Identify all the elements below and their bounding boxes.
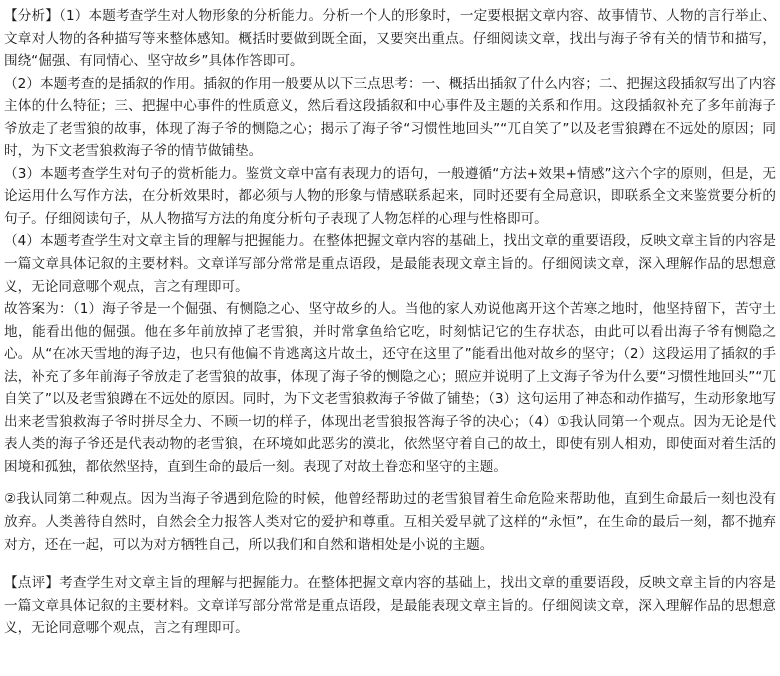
- answer-paragraph-1: 故答案为：（1）海子爷是一个倔强、有恻隐之心、坚守故乡的人。当他的家人劝说他离开这个苦寒之地时，他坚持留下，苦守土地，能看出他的倔强。他在多年前放掉了老雪狼，并时常拿鱼给它吃，时刻惦记它的生存状态，由此可以看出海子爷有恻隐之心。从“在冰天雪地的海子边，也只有他偏不肯逃离这片故土，还守在这里了”能看出他对故乡的坚守；（2）这段运用了插叙的手法，补充了多年前海子爷放走了老雪狼的故事，体现了海子爷的恻隐之心；照应并说明了上文海子爷为什么要“习惯性地回头”“兀自笑了”以及老雪狼蹲在不远处的原因。同时，为下文老雪狼救海子爷做了铺垫；（3）这句运用了神态和动作描写，生动形象地写出来老雪狼救海子爷时拼尽全力、不顾一切的样子，体现出老雪狼报答海子爷的决心；（4）①我认同第一个观点。因为无论是代表人类的海子爷还是代表动物的老雪狼，在环境如此恶劣的漠北，依然坚守着自己的故土，即使有别人相劝，即使面对着生活的困境和孤独，都依然坚持，直到生命的最后一刻。表现了对故土眷恋和坚守的主题。: [4, 301, 776, 475]
- answer-paragraph-2: ②我认同第二种观点。因为当海子爷遇到危险的时候，他曾经帮助过的老雪狼冒着生命危险来帮助他，直到生命最后一刻也没有放弃。人类善待自然时，自然会全力报答人类对它的爱护和尊重。互相关爱早就了这样的“永恒”，在生命的最后一刻，都不抛弃对方，还在一起，可以为对方牺牲自己，所以我们和自然和谐相处是小说的主题。: [4, 491, 776, 553]
- analysis-paragraph-1: 【分析】（1）本题考查学生对人物形象的分析能力。分析一个人的形象时，一定要根据文章内容、故事情节、人物的言行举止、文章对人物的各种描写等来整体感知。概括时要做到既全面，又要突出重点。仔细阅读文章，找出与海子爷有关的情节和描写，围绕“倔强、有同情心、坚守故乡”具体作答即可。: [4, 8, 776, 70]
- comment-paragraph: 【点评】考查学生对文章主旨的理解与把握能力。在整体把握文章内容的基础上，找出文章的重要语段，反映文章主旨的内容是一篇文章具体记叙的主要材料。文章详写部分常常是重点语段，是最能表现文章主旨的。仔细阅读文章，深入理解作品的思想意义，无论同意哪个观点，言之有理即可。: [4, 575, 776, 637]
- analysis-paragraph-2: （2）本题考查的是插叙的作用。插叙的作用一般要从以下三点思考：一、概括出插叙了什么内容；二、把握这段插叙写出了内容主体的什么特征；三、把握中心事件的性质意义，然后看这段插叙和中心事件及主题的关系和作用。这段插叙补充了多年前海子爷放走了老雪狼的故事，体现了海子爷的恻隐之心；揭示了海子爷“习惯性地回头”“兀自笑了”以及老雪狼蹲在不远处的原因；同时，为下文老雪狼救海子爷的情节做铺垫。: [4, 75, 776, 160]
- analysis-paragraph-3: （3）本题考查学生对句子的赏析能力。鉴赏文章中富有表现力的语句，一般遵循“方法+效果+情感”这六个字的原则，但是，无论运用什么写作方法，在分析效果时，都必须与人物的形象与情感联系起来，同时还要有全局意识，即联系全文来鉴赏要分析的句子。仔细阅读句子，从人物描写方法的角度分析句子表现了人物怎样的心理与性格即可。: [4, 165, 776, 227]
- analysis-paragraph-4: （4）本题考查学生对文章主旨的理解与把握能力。在整体把握文章内容的基础上，找出文章的重要语段，反映文章主旨的内容是一篇文章具体记叙的主要材料。文章详写部分常常是重点语段，是最能表现文章主旨的。仔细阅读文章，深入理解作品的思想意义，无论同意哪个观点，言之有理即可。: [4, 233, 776, 295]
